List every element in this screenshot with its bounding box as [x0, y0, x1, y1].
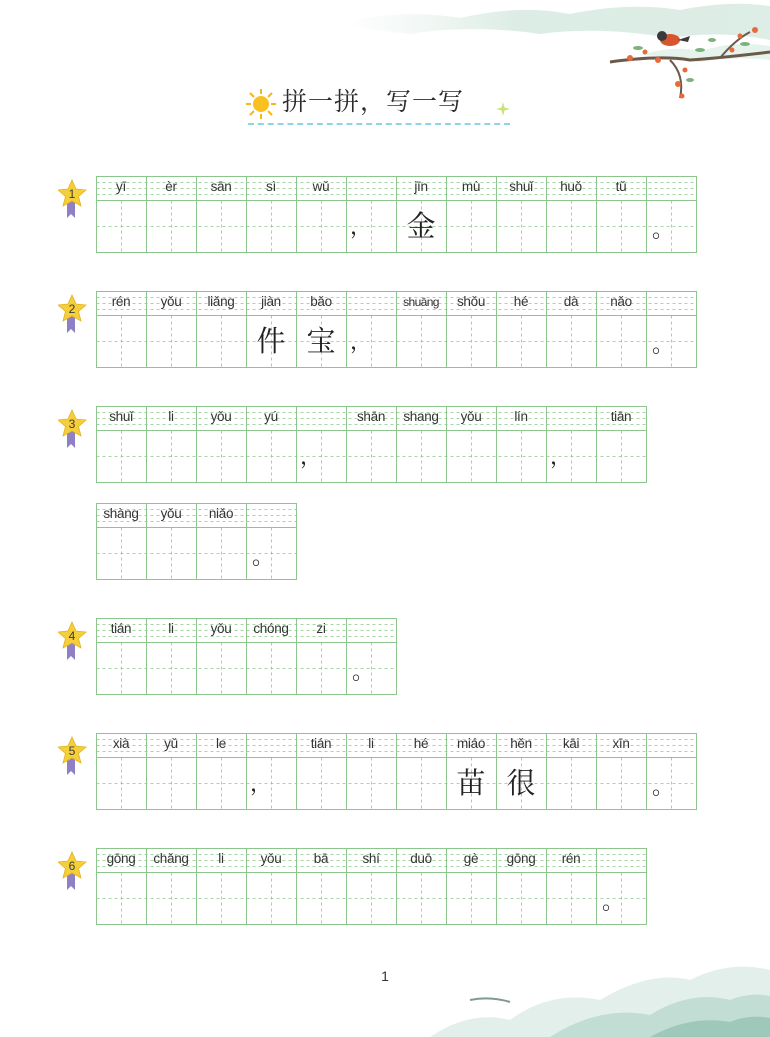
character-cell[interactable]: [246, 848, 296, 924]
character-cell[interactable]: [96, 848, 146, 924]
character-cell[interactable]: [346, 406, 396, 482]
writing-grid-row: [96, 618, 396, 694]
pinyin-label: niǎo: [208, 506, 234, 521]
character-cell: [446, 733, 496, 809]
period-mark: 。: [252, 545, 275, 570]
character-cell[interactable]: [246, 176, 296, 252]
pinyin-label: jīn: [414, 179, 428, 194]
period-mark: 。: [652, 333, 675, 358]
exercise-number: 1: [68, 187, 76, 201]
page-number: 1: [381, 968, 389, 984]
character-cell[interactable]: [546, 733, 596, 809]
hanzi-character: 件: [256, 324, 286, 358]
comma-mark: ，: [350, 330, 373, 355]
pinyin-label: xīn: [612, 736, 630, 751]
character-cell[interactable]: [546, 176, 596, 252]
exercise-number-badge: [58, 735, 92, 779]
character-cell[interactable]: [146, 406, 196, 482]
pinyin-label: hěn: [510, 736, 532, 751]
character-cell[interactable]: [446, 848, 496, 924]
pinyin-label: shang: [403, 409, 439, 424]
exercise-number-badge: [58, 178, 92, 222]
pinyin-label: sān: [210, 179, 232, 194]
pinyin-label: rén: [561, 851, 581, 866]
pinyin-label: tǔ: [615, 179, 627, 194]
pinyin-label: jiàn: [261, 294, 281, 309]
pinyin-label: yú: [264, 409, 278, 424]
pinyin-label: shān: [356, 409, 386, 424]
character-cell[interactable]: [96, 291, 146, 367]
pinyin-label: tián: [110, 621, 132, 636]
character-cell[interactable]: [96, 733, 146, 809]
worksheet-title: [244, 84, 514, 128]
pinyin-label: lín: [514, 409, 528, 424]
pinyin-label: shàng: [103, 506, 139, 521]
pinyin-label: dà: [563, 294, 579, 309]
character-cell[interactable]: [146, 503, 196, 579]
writing-grid-row: [96, 406, 646, 482]
pinyin-label: yǒu: [160, 294, 182, 309]
character-cell[interactable]: [396, 733, 446, 809]
character-cell: [296, 291, 346, 367]
character-cell: [496, 733, 546, 809]
character-cell[interactable]: [246, 618, 296, 694]
character-cell[interactable]: [446, 406, 496, 482]
character-cell[interactable]: [496, 848, 546, 924]
punctuation-cell: [346, 618, 396, 694]
character-cell[interactable]: [396, 406, 446, 482]
pinyin-label: bǎo: [310, 294, 332, 309]
character-cell[interactable]: [596, 291, 646, 367]
pinyin-label: sì: [266, 179, 276, 194]
title-text: 拼一拼，写一写: [282, 87, 465, 116]
exercise-number: 6: [68, 859, 76, 873]
character-cell[interactable]: [446, 291, 496, 367]
pinyin-label: shuāng: [403, 295, 439, 309]
pinyin-label: shuǐ: [509, 179, 533, 194]
writing-grid-row: [96, 848, 646, 924]
character-cell[interactable]: [546, 291, 596, 367]
exercise-number-badge: [58, 293, 92, 337]
character-cell[interactable]: [96, 618, 146, 694]
pinyin-label: miáo: [456, 736, 486, 751]
character-cell[interactable]: [496, 406, 546, 482]
character-cell[interactable]: [196, 291, 246, 367]
character-cell[interactable]: [596, 176, 646, 252]
character-cell[interactable]: [396, 291, 446, 367]
character-cell[interactable]: [196, 503, 246, 579]
character-cell[interactable]: [396, 848, 446, 924]
character-cell[interactable]: [96, 406, 146, 482]
hanzi-character: 金: [406, 209, 436, 243]
exercise-number: 2: [68, 302, 76, 316]
hanzi-character: 苗: [456, 766, 486, 800]
character-cell[interactable]: [296, 733, 346, 809]
period-mark: 。: [652, 775, 675, 800]
writing-grid-row: [96, 291, 696, 367]
character-cell[interactable]: [146, 176, 196, 252]
character-cell[interactable]: [146, 618, 196, 694]
writing-grid-row: [96, 733, 696, 809]
character-cell[interactable]: [96, 176, 146, 252]
punctuation-cell: [246, 733, 296, 809]
pinyin-label: yī: [116, 179, 126, 194]
character-cell[interactable]: [196, 618, 246, 694]
pinyin-label: yǒu: [210, 409, 232, 424]
character-cell[interactable]: [496, 291, 546, 367]
pinyin-label: chóng: [253, 621, 289, 636]
exercise-number: 4: [68, 629, 76, 643]
hanzi-character: 宝: [306, 324, 336, 358]
comma-mark: ，: [550, 445, 573, 470]
pinyin-label: shuǐ: [109, 409, 133, 424]
exercise-number-badge: [58, 408, 92, 452]
period-mark: 。: [602, 890, 625, 915]
hanzi-character: 很: [506, 766, 536, 800]
exercise-number: 5: [68, 744, 76, 758]
character-cell[interactable]: [296, 848, 346, 924]
punctuation-cell: [546, 406, 596, 482]
comma-mark: ，: [250, 772, 273, 797]
pinyin-label: yǒu: [260, 851, 282, 866]
mountain-decoration: [430, 930, 770, 1037]
sparkle-icon: [496, 102, 510, 116]
pinyin-label: li: [368, 736, 374, 751]
character-cell[interactable]: [546, 848, 596, 924]
pinyin-label: shí: [362, 851, 380, 866]
character-cell[interactable]: [146, 848, 196, 924]
character-cell[interactable]: [96, 503, 146, 579]
character-cell: [396, 176, 446, 252]
pinyin-label: yǒu: [210, 621, 232, 636]
pinyin-label: li: [168, 409, 174, 424]
character-cell[interactable]: [146, 291, 196, 367]
pinyin-label: li: [168, 621, 174, 636]
pinyin-label: nǎo: [610, 294, 632, 309]
title-underline: [248, 123, 510, 125]
exercise-number-badge: [58, 620, 92, 664]
period-mark: 。: [352, 660, 375, 685]
punctuation-cell: [596, 848, 646, 924]
pinyin-label: tián: [310, 736, 332, 751]
pinyin-label: wǔ: [312, 179, 330, 194]
punctuation-cell: [646, 291, 696, 367]
comma-mark: ，: [300, 445, 323, 470]
character-cell: [246, 291, 296, 367]
pinyin-label: gè: [463, 851, 479, 866]
pinyin-label: èr: [165, 179, 177, 194]
pinyin-label: liǎng: [207, 294, 235, 309]
punctuation-cell: [296, 406, 346, 482]
pinyin-label: duō: [410, 851, 432, 866]
character-cell[interactable]: [596, 406, 646, 482]
pinyin-label: hé: [513, 294, 529, 309]
pinyin-label: kāi: [562, 736, 580, 751]
exercise-number: 3: [68, 417, 76, 431]
character-cell[interactable]: [196, 406, 246, 482]
pinyin-label: li: [218, 851, 224, 866]
pinyin-label: hé: [413, 736, 429, 751]
pinyin-label: gōng: [106, 851, 136, 866]
pinyin-label: shǒu: [456, 294, 486, 309]
punctuation-cell: [646, 176, 696, 252]
character-cell[interactable]: [496, 176, 546, 252]
punctuation-cell: [346, 291, 396, 367]
punctuation-cell: [346, 176, 396, 252]
writing-grid-row: [96, 176, 696, 252]
pinyin-label: mù: [461, 179, 481, 194]
pinyin-label: le: [216, 736, 226, 751]
sun-icon: [244, 87, 278, 121]
pinyin-label: huǒ: [560, 179, 582, 194]
character-cell[interactable]: [196, 848, 246, 924]
character-cell[interactable]: [196, 176, 246, 252]
pinyin-label: tiān: [610, 409, 632, 424]
pinyin-label: yǒu: [460, 409, 482, 424]
period-mark: 。: [652, 218, 675, 243]
pinyin-label: bā: [313, 851, 329, 866]
character-cell[interactable]: [346, 848, 396, 924]
character-cell[interactable]: [346, 733, 396, 809]
pinyin-label: gōng: [506, 851, 536, 866]
pinyin-label: yǒu: [160, 506, 182, 521]
punctuation-cell: [246, 503, 296, 579]
punctuation-cell: [646, 733, 696, 809]
character-cell[interactable]: [146, 733, 196, 809]
comma-mark: ，: [350, 215, 373, 240]
character-cell[interactable]: [296, 176, 346, 252]
character-cell[interactable]: [196, 733, 246, 809]
pinyin-label: yǔ: [164, 736, 178, 751]
character-cell[interactable]: [246, 406, 296, 482]
writing-grid-row: [96, 503, 296, 579]
character-cell[interactable]: [596, 733, 646, 809]
character-cell[interactable]: [296, 618, 346, 694]
pinyin-label: zi: [316, 621, 326, 636]
pinyin-label: chǎng: [153, 851, 189, 866]
character-cell[interactable]: [446, 176, 496, 252]
pinyin-label: xià: [112, 736, 130, 751]
exercise-number-badge: [58, 850, 92, 894]
pinyin-label: rén: [111, 294, 131, 309]
